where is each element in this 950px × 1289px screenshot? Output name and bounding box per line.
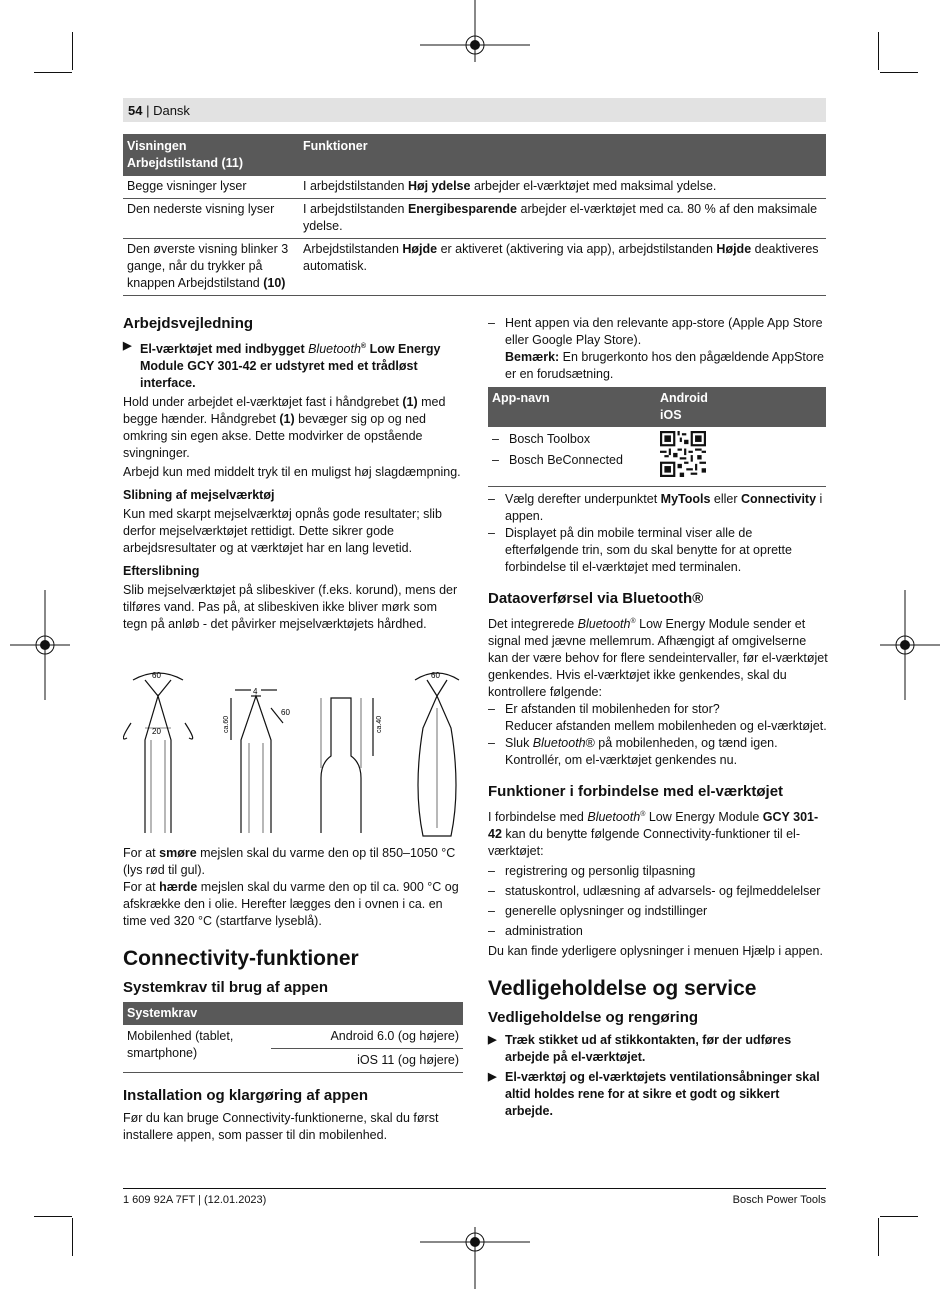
table-header-display: Visningen Arbejdstilstand (11) xyxy=(123,134,299,176)
os-android: Android xyxy=(660,391,708,405)
work-mode-table xyxy=(123,134,826,296)
qr-code-icon[interactable] xyxy=(660,431,706,477)
sys-device: Mobilenhed (tablet, smartphone) xyxy=(123,1025,271,1073)
sys-table-header: Systemkrav xyxy=(123,1002,463,1025)
paragraph-forge: For at smøre mejslen skal du varme den op til 850–1050 °C (lys rød til gul). xyxy=(123,846,456,877)
width-label: 4 xyxy=(253,687,258,696)
angle-label: 60 xyxy=(152,671,161,680)
paragraph-sharpening: Kun med skarpt mejselværktøj opnås gode resultater; slib derfor mejselværktøjet rettidigt. Dette sikrer gode arbejdsresultater og at værktøjet har en lang levetid. xyxy=(123,507,442,556)
left-column-lower xyxy=(123,845,463,1144)
heading-installation: Installation og klargøring af appen xyxy=(123,1087,369,1104)
list-item: – Sluk Bluetooth® på mobilenheden, og tænd igen. Kontrollér, om el-værktøjet genkendes nu. xyxy=(488,736,778,768)
heading-system-requirements: Systemkrav til brug af appen xyxy=(123,979,329,996)
list-item: – statuskontrol, udlæsning af advarsels- og fejlmeddelelser xyxy=(488,884,821,899)
right-column xyxy=(488,315,828,1120)
table-header-function: Funktioner xyxy=(299,134,826,176)
left-column xyxy=(123,315,463,633)
section-name: Dansk xyxy=(153,103,190,118)
heading-data-transfer: Dataoverførsel via Bluetooth® xyxy=(488,590,704,607)
arrow-right-icon: ▶ xyxy=(123,340,132,352)
heading-connectivity: Connectivity-funktioner xyxy=(123,947,359,970)
warning-vents: ▶ El-værktøj og el-værktøjets ventilationsåbninger skal altid holdes rene for at sikre et godt og sikkert arbejde. xyxy=(488,1070,820,1119)
paragraph-installation: Før du kan bruge Connectivity-funktionerne, skal du først installere appen, som passer til din mobilenhed. xyxy=(123,1111,439,1142)
heading-sharpening: Slibning af mejselværktøj xyxy=(123,488,275,503)
list-item: – Displayet på din mobile terminal viser alle de efterfølgende trin, som du skal benytte for at oprette forbindelse til el-værktøjet med terminalen. xyxy=(488,526,792,574)
chisel-sharpening-figure xyxy=(123,668,463,840)
paragraph-pressure: Arbejd kun med middelt tryk til en muligst høj slagdæmpning. xyxy=(123,465,461,480)
paragraph-hold: Hold under arbejdet el-værktøjet fast i håndgrebet (1) med begge hænder. Håndgrebet (1) bevæger sig op og ned omkring sin egen akse. Dette modvirker de opstående svingninger. xyxy=(123,395,446,461)
warning-unplug: ▶ Træk stikket ud af stikkontakten, før der udføres arbejde på el-værktøjet. xyxy=(488,1033,792,1065)
sys-ios: iOS 11 (og højere) xyxy=(271,1049,463,1073)
list-item: – Bosch BeConnected xyxy=(492,453,623,467)
list-item: – Hent appen via den relevante app-store (Apple App Store eller Google Play Store). Bemærk: En brugerkonto hos den pågældende AppStore er en forudsætning. xyxy=(488,316,824,381)
heading-regrinding: Efterslibning xyxy=(123,564,200,579)
list-item: – generelle oplysninger og indstillinger xyxy=(488,904,708,919)
registration-mark-bottom xyxy=(420,1222,530,1289)
registration-mark-right xyxy=(880,590,950,700)
heading-cleaning: Vedligeholdelse og rengøring xyxy=(488,1009,699,1027)
angle-label: 60 xyxy=(431,671,440,680)
paragraph-regrinding: Slib mejselværktøjet på slibeskiver (f.eks. korund), mens der tilføres vand. Pas på, at slibeskiven ikke bliver mørk som tegn på anløb - det påvirker mejselværktøjets hårdhed. xyxy=(123,583,458,632)
os-ios: iOS xyxy=(660,408,682,422)
angle-label: 20 xyxy=(152,727,161,736)
length-label: ca.40 xyxy=(376,715,383,733)
arrow-right-icon: ▶ xyxy=(488,1071,497,1084)
sys-android: Android 6.0 (og højere) xyxy=(271,1025,463,1049)
system-requirements-table xyxy=(123,1002,463,1073)
registration-mark-left xyxy=(0,590,70,700)
list-item: – registrering og personlig tilpasning xyxy=(488,864,696,879)
list-item: – Vælg derefter underpunktet MyTools eller Connectivity i appen. xyxy=(488,492,823,523)
footer-brand: Bosch Power Tools xyxy=(732,1194,826,1206)
app-table-header-name: App-navn xyxy=(488,387,656,427)
angle-label: 60 xyxy=(281,708,290,717)
list-item: – Bosch Toolbox xyxy=(492,432,591,446)
warning-bluetooth: ▶ El-værktøjet med indbygget Bluetooth® Low Energy Module GCY 301-42 er udstyret med et trådløst interface. xyxy=(123,340,441,391)
registration-mark-top xyxy=(420,0,530,70)
arrow-right-icon: ▶ xyxy=(488,1034,497,1047)
paragraph-data-transfer: Det integrerede Bluetooth® Low Energy Module sender et signal med jævne mellemrum. Afhængigt af omgivelserne kan der være behov for flere sendeintervaller, før el-værktøjet genkendes. Hvis el-værktøjet ikke genkendes, skal du kontrollere følgende: xyxy=(488,617,828,700)
paragraph-harden: For at hærde mejslen skal du varme den op til ca. 900 °C og afskrække den i olie. Herefter lægges den i ovnen i ca. en time ved 320 °C (startfarve lyseblå). xyxy=(123,880,459,928)
table-row: Den øverste visning blinker 3 gange, når du trykker på knappen Arbejdstilstand (10) Arbejdstilstanden Højde er aktiveret (aktivering via app), arbejdstilstanden Højde deaktiveres automatisk. xyxy=(123,239,826,296)
paragraph-help: Du kan finde yderligere oplysninger i menuen Hjælp i appen. xyxy=(488,944,823,959)
page-number: 54 xyxy=(128,103,143,118)
length-label: ca.60 xyxy=(223,715,230,733)
heading-functions: Funktioner i forbindelse med el-værktøjet xyxy=(488,783,784,801)
table-row: Den nederste visning lyser I arbejdstilstanden Energibesparende arbejder el-værktøjet med ca. 80 % af den maksimale ydelse. xyxy=(123,199,826,239)
heading-work-instructions: Arbejdsvejledning xyxy=(123,315,254,332)
app-table xyxy=(488,387,826,487)
list-item: – administration xyxy=(488,924,583,939)
page-header: 54 | Dansk xyxy=(123,98,826,122)
footer-doc-id: 1 609 92A 7FT | (12.01.2023) xyxy=(123,1194,267,1206)
footer-rule xyxy=(123,1188,826,1189)
heading-maintenance: Vedligeholdelse og service xyxy=(488,977,757,1001)
paragraph-functions: I forbindelse med Bluetooth® Low Energy Module GCY 301-42 kan du benytte følgende Connectivity-funktioner til el-værktøjet: xyxy=(488,810,819,859)
table-row: Begge visninger lyser I arbejdstilstanden Høj ydelse arbejder el-værktøjet med maksimal ydelse. xyxy=(123,176,826,199)
list-item: – Er afstanden til mobilenheden for stor? Reducer afstanden mellem mobilenheden og el-værktøjet. xyxy=(488,702,827,734)
